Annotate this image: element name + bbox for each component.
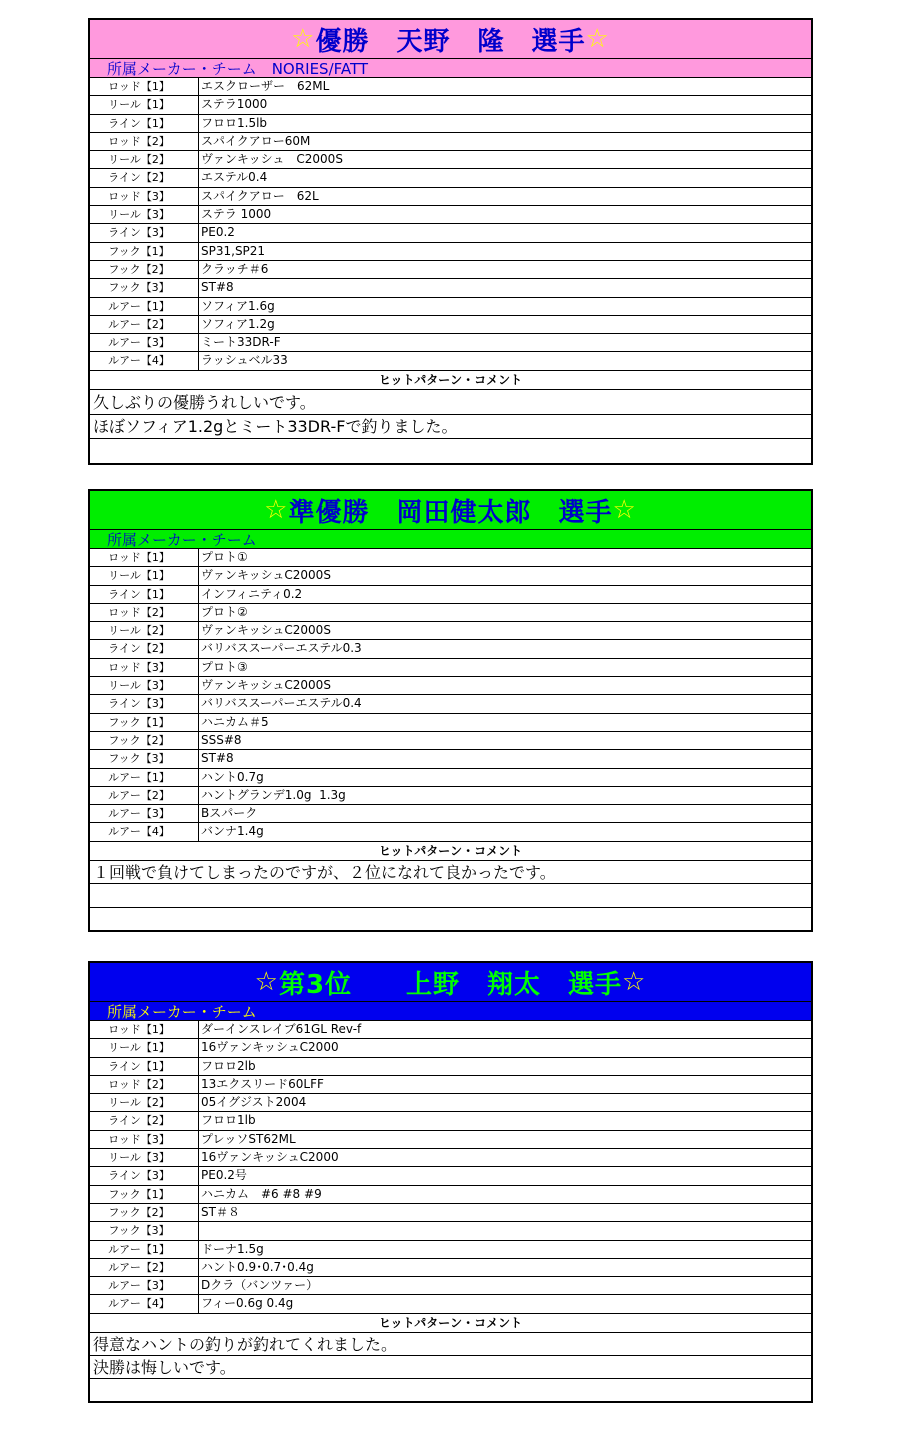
comment-line: 久しぶりの優勝うれしいです。	[90, 390, 811, 415]
tackle-label: ロッド【1】	[90, 549, 199, 566]
tackle-row	[90, 151, 811, 169]
tackle-value: ヴァンキッシュC2000S	[201, 623, 331, 638]
tackle-label: リール【3】	[90, 1149, 199, 1166]
tackle-value: ハニカム #6 #8 #9	[201, 1186, 322, 1201]
tackle-row	[90, 1021, 811, 1039]
tackle-value: ハニカム＃5	[201, 714, 269, 729]
tackle-value: プロト①	[201, 550, 248, 564]
tackle-value: ヴァンキッシュC2000S	[201, 678, 331, 693]
tackle-row	[90, 78, 811, 96]
tackle-row	[90, 115, 811, 133]
tackle-label: ロッド【2】	[90, 133, 199, 150]
tackle-label: リール【2】	[90, 151, 199, 168]
tackle-value: フロロ1lb	[201, 1113, 256, 1128]
tackle-value: バリバススーパーエステル0.4	[201, 696, 362, 711]
winner-card-2nd	[88, 489, 813, 932]
tackle-label: ルアー【4】	[90, 823, 199, 840]
tackle-row	[90, 823, 811, 841]
tackle-row	[90, 1058, 811, 1076]
tackle-label: ライン【2】	[90, 169, 199, 186]
tackle-value: PE0.2号	[201, 1168, 247, 1183]
tackle-table	[90, 1021, 811, 1314]
affiliation-bar: 所属メーカー・チーム NORIES/FATT	[90, 58, 811, 78]
winner-title-text: 第3位 上野 翔太 選手	[278, 969, 623, 1000]
star-icon: ☆	[291, 24, 316, 54]
tackle-value: ミート33DR-F	[201, 335, 281, 350]
tackle-table	[90, 78, 811, 371]
tackle-value: 05イグジスト2004	[201, 1095, 307, 1110]
tackle-row	[90, 714, 811, 732]
tackle-row	[90, 787, 811, 805]
tackle-row	[90, 677, 811, 695]
star-icon: ☆	[254, 967, 279, 997]
tackle-label: ロッド【3】	[90, 1131, 199, 1148]
tackle-row	[90, 604, 811, 622]
tackle-value: スパイクアロー60M	[201, 133, 311, 148]
tackle-row	[90, 1186, 811, 1204]
tackle-label: ロッド【3】	[90, 659, 199, 676]
tackle-row	[90, 1167, 811, 1185]
tackle-value: ダーインスレイブ61GL Rev-f	[201, 1022, 362, 1036]
tackle-row	[90, 1241, 811, 1259]
winner-title	[90, 20, 811, 58]
tackle-value: クラッチ＃6	[201, 261, 269, 276]
tackle-row	[90, 224, 811, 242]
star-icon: ☆	[585, 24, 610, 54]
tackle-row	[90, 695, 811, 713]
tackle-value: ハント0.9･0.7･0.4g	[201, 1259, 314, 1274]
tackle-row	[90, 206, 811, 224]
tackle-row	[90, 1039, 811, 1057]
tackle-label: ロッド【1】	[90, 78, 199, 95]
tackle-row	[90, 1112, 811, 1130]
tackle-row	[90, 659, 811, 677]
tackle-value: ステラ 1000	[201, 207, 272, 222]
tackle-label: ライン【1】	[90, 1058, 199, 1075]
tackle-row	[90, 316, 811, 334]
tackle-value: ST#8	[201, 280, 234, 295]
tackle-value: バリバススーパーエステル0.3	[201, 641, 362, 656]
tackle-row	[90, 334, 811, 352]
tackle-value: ヴァンキッシュ C2000S	[201, 152, 343, 167]
tackle-label: ロッド【3】	[90, 188, 199, 205]
tackle-label: ライン【1】	[90, 586, 199, 603]
comment-line	[90, 908, 811, 930]
winner-title-text: 優勝 天野 隆 選手	[315, 26, 586, 57]
tackle-row	[90, 188, 811, 206]
tackle-row	[90, 769, 811, 787]
tackle-value: ソフィア1.6g	[201, 298, 275, 313]
hit-pattern-header: ヒットパターン・コメント	[90, 842, 811, 861]
tackle-label: ルアー【3】	[90, 1277, 199, 1294]
hit-pattern-header: ヒットパターン・コメント	[90, 1314, 811, 1333]
tackle-label: リール【3】	[90, 677, 199, 694]
tackle-value: インフィニティ0.2	[201, 586, 303, 601]
tackle-row	[90, 549, 811, 567]
tackle-label: リール【1】	[90, 1039, 199, 1056]
tackle-label: リール【3】	[90, 206, 199, 223]
tackle-label: リール【1】	[90, 96, 199, 113]
tackle-row	[90, 1149, 811, 1167]
star-icon: ☆	[612, 495, 637, 525]
tackle-label: フック【3】	[90, 750, 199, 767]
tackle-row	[90, 1094, 811, 1112]
tackle-row	[90, 279, 811, 297]
tackle-value: SSS#8	[201, 732, 242, 747]
tackle-value: プロト②	[201, 604, 248, 619]
affiliation-bar: 所属メーカー・チーム	[90, 1001, 811, 1021]
tackle-label: フック【2】	[90, 1204, 199, 1221]
comment-line	[90, 1379, 811, 1401]
winner-title-text: 準優勝 岡田健太郎 選手	[288, 497, 613, 528]
tackle-label: ライン【2】	[90, 640, 199, 657]
tackle-label: フック【1】	[90, 243, 199, 260]
tackle-label: リール【1】	[90, 567, 199, 584]
tackle-value: 13エクスリード60LFF	[201, 1076, 324, 1091]
tackle-label: ライン【1】	[90, 115, 199, 132]
comment-line: 決勝は悔しいです。	[90, 1356, 811, 1379]
tackle-label: ルアー【2】	[90, 787, 199, 804]
tackle-value: Dクラ（バンツァー）	[201, 1278, 319, 1293]
tackle-row	[90, 352, 811, 370]
tackle-value: エステル0.4	[201, 170, 268, 185]
tackle-row	[90, 750, 811, 768]
tackle-label: ロッド【1】	[90, 1021, 199, 1038]
hit-pattern-header: ヒットパターン・コメント	[90, 371, 811, 390]
tackle-row	[90, 1277, 811, 1295]
tackle-value: 16ヴァンキッシュC2000	[201, 1040, 339, 1055]
tackle-row	[90, 133, 811, 151]
tackle-label: フック【2】	[90, 261, 199, 278]
tackle-value: ST＃８	[201, 1204, 240, 1219]
tackle-value: フィー0.6g 0.4g	[201, 1296, 294, 1311]
comment-line: ほぼソフィア1.2gとミート33DR-Fで釣りました。	[90, 415, 811, 439]
tackle-label: ライン【3】	[90, 224, 199, 241]
tackle-row	[90, 1076, 811, 1094]
tackle-row	[90, 96, 811, 114]
tackle-row	[90, 1222, 811, 1240]
tackle-label: ルアー【3】	[90, 334, 199, 351]
tackle-value: ドーナ1.5g	[201, 1241, 264, 1256]
star-icon: ☆	[264, 495, 289, 525]
winner-card-3rd	[88, 961, 813, 1403]
tackle-row	[90, 169, 811, 187]
tackle-value: ハントグランデ1.0g 1.3g	[201, 787, 346, 802]
tackle-value: プロト③	[201, 659, 248, 674]
tackle-row	[90, 640, 811, 658]
tackle-label: ライン【3】	[90, 695, 199, 712]
tackle-value: ハント0.7g	[201, 769, 264, 784]
tackle-label: フック【3】	[90, 1222, 199, 1239]
tackle-value: ヴァンキッシュC2000S	[201, 568, 331, 583]
tackle-label: リール【2】	[90, 1094, 199, 1111]
tackle-label: フック【1】	[90, 1186, 199, 1203]
tackle-value: フロロ2lb	[201, 1058, 256, 1073]
tackle-label: ルアー【4】	[90, 352, 199, 369]
tackle-row	[90, 622, 811, 640]
tackle-label: ルアー【2】	[90, 1259, 199, 1276]
tackle-label: ロッド【2】	[90, 1076, 199, 1093]
comment-line	[90, 884, 811, 908]
tackle-value: フロロ1.5lb	[201, 115, 268, 130]
tackle-row	[90, 261, 811, 279]
tackle-row	[90, 298, 811, 316]
tackle-label: ルアー【3】	[90, 805, 199, 822]
tackle-label: ルアー【1】	[90, 769, 199, 786]
tackle-value: Bスパーク	[201, 806, 258, 821]
tackle-value: エスクローザー 62ML	[201, 79, 330, 93]
tackle-row	[90, 243, 811, 261]
star-icon: ☆	[622, 967, 647, 997]
tackle-value: 16ヴァンキッシュC2000	[201, 1150, 339, 1165]
tackle-table	[90, 549, 811, 842]
tackle-label: ルアー【1】	[90, 1241, 199, 1258]
tackle-value: プレッソST62ML	[201, 1131, 296, 1146]
tackle-row	[90, 567, 811, 585]
tackle-row	[90, 732, 811, 750]
tackle-row	[90, 586, 811, 604]
tackle-value: SP31,SP21	[201, 243, 266, 258]
tackle-value: ステラ1000	[201, 97, 268, 112]
tackle-row	[90, 1131, 811, 1149]
tackle-value: ラッシュベル33	[201, 353, 288, 368]
tackle-label: フック【2】	[90, 732, 199, 749]
tackle-row	[90, 1259, 811, 1277]
tackle-label: ルアー【4】	[90, 1295, 199, 1312]
tackle-label: フック【3】	[90, 279, 199, 296]
tackle-value	[199, 1222, 811, 1239]
affiliation-bar: 所属メーカー・チーム	[90, 529, 811, 549]
tackle-label: フック【1】	[90, 714, 199, 731]
tackle-value: バンナ1.4g	[201, 824, 264, 839]
winner-title	[90, 963, 811, 1001]
comment-line	[90, 439, 811, 463]
tackle-label: ライン【3】	[90, 1167, 199, 1184]
winner-title	[90, 491, 811, 529]
tackle-value: ST#8	[201, 751, 234, 766]
tackle-label: ルアー【1】	[90, 298, 199, 315]
tackle-label: ロッド【2】	[90, 604, 199, 621]
tackle-label: ルアー【2】	[90, 316, 199, 333]
tackle-row	[90, 805, 811, 823]
comment-line: １回戦で負けてしまったのですが、２位になれて良かったです。	[90, 861, 811, 884]
winner-card-1st	[88, 18, 813, 465]
tackle-row	[90, 1295, 811, 1313]
tackle-label: リール【2】	[90, 622, 199, 639]
comment-line: 得意なハントの釣りが釣れてくれました。	[90, 1333, 811, 1356]
tackle-value: スパイクアロー 62L	[201, 188, 319, 203]
tackle-value: PE0.2	[201, 225, 235, 240]
tackle-row	[90, 1204, 811, 1222]
tackle-value: ソフィア1.2g	[201, 316, 275, 331]
tackle-label: ライン【2】	[90, 1112, 199, 1129]
